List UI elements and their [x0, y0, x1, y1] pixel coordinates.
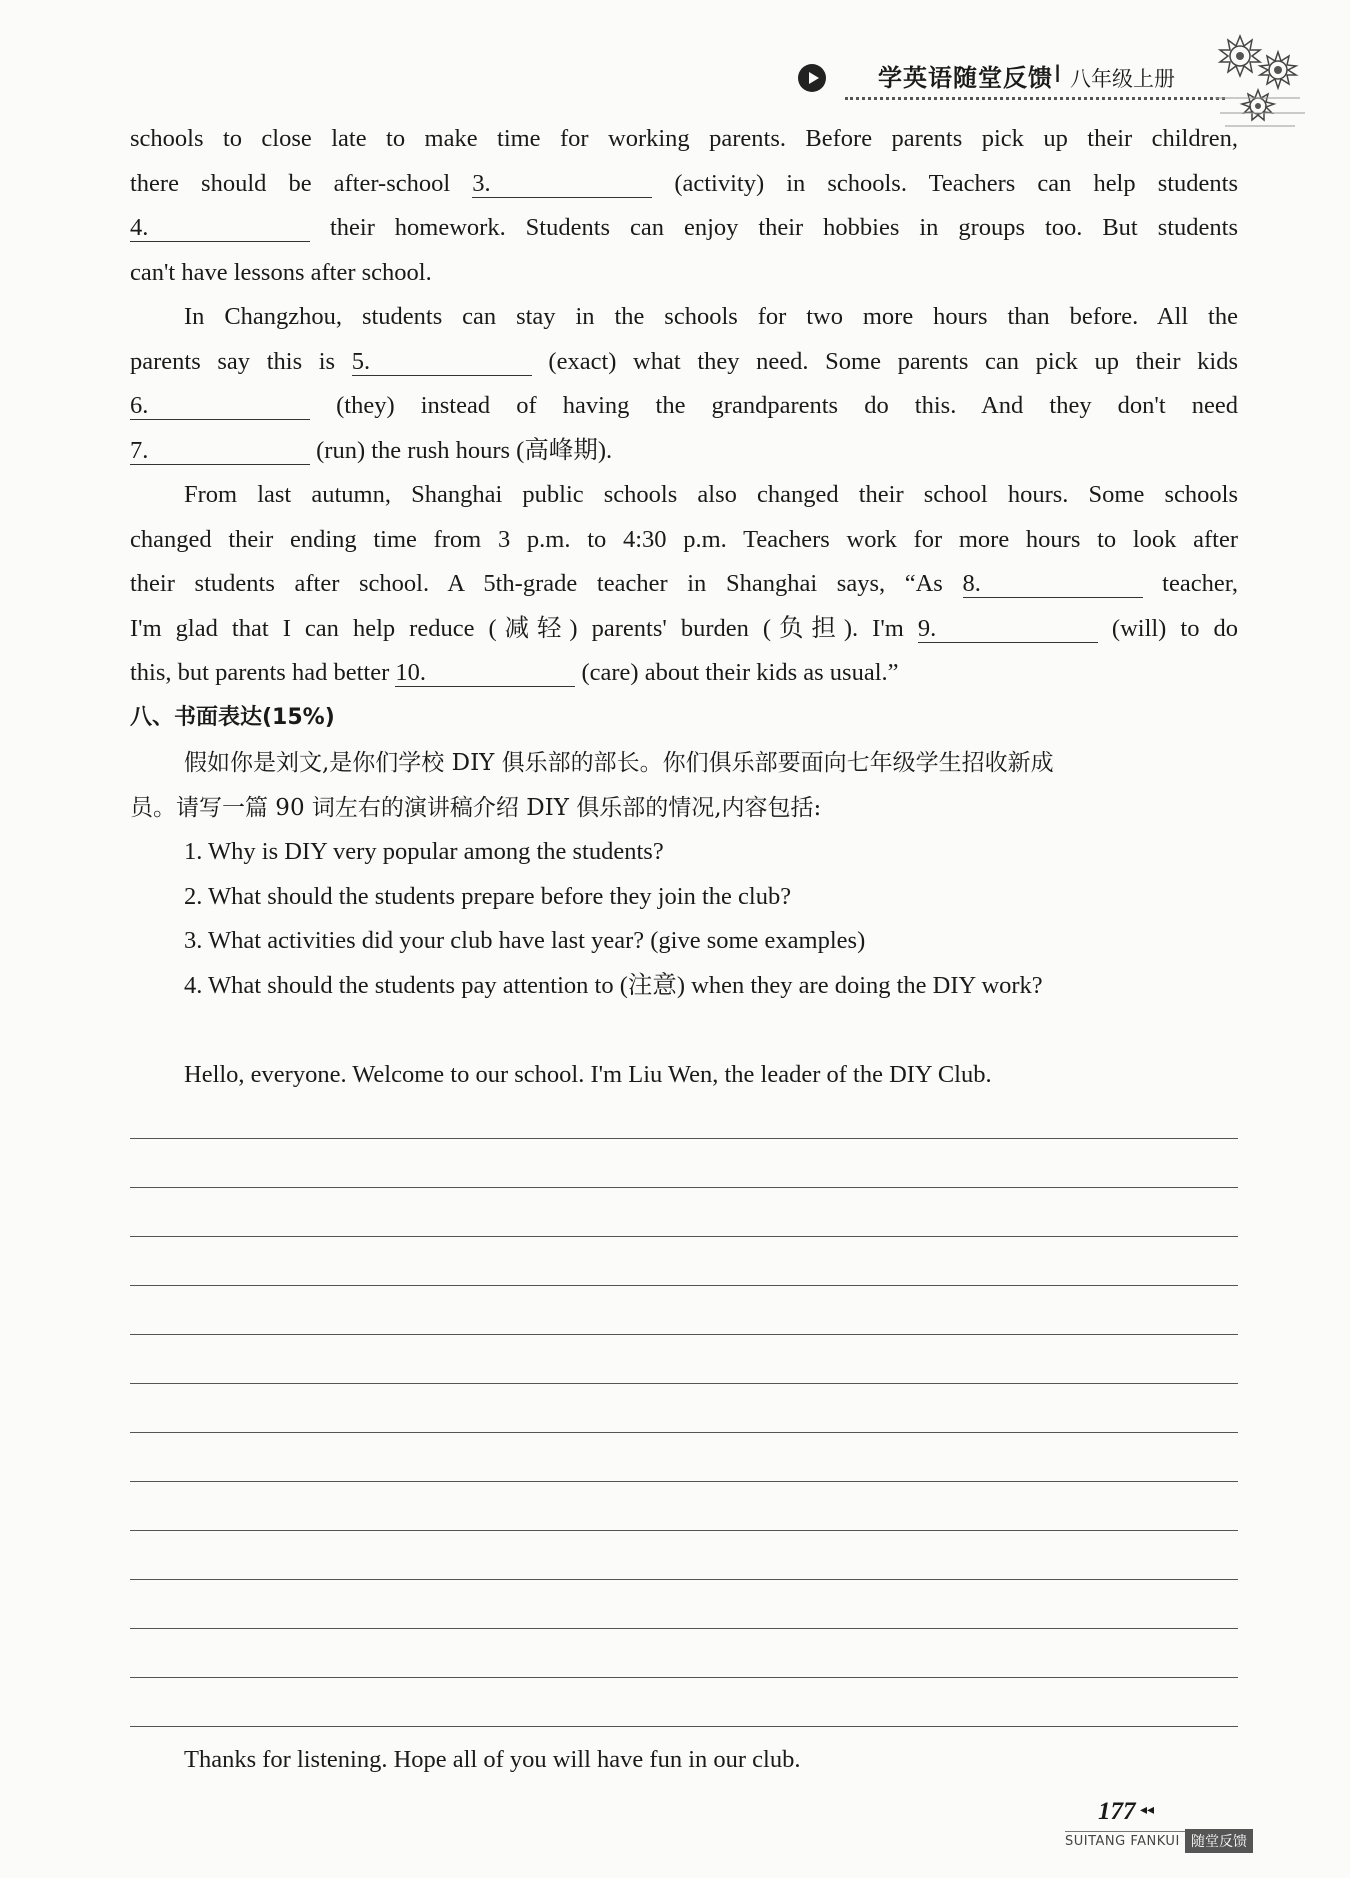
blank-10[interactable]: 10.	[395, 658, 575, 687]
passage-line: changed their ending time from 3 p.m. to 4:30 p.m. Teachers work for more hours to look after	[130, 526, 1238, 553]
passage-text: (activity) in schools. Teachers can help students	[674, 170, 1238, 197]
passage-text: (exact) what they need. Some parents can pick up their kids	[548, 348, 1238, 375]
footer-brand-badge: 随堂反馈	[1185, 1829, 1253, 1853]
passage-line: schools to close late to make time for working parents. Before parents pick up their children,	[130, 125, 1238, 152]
blank-5[interactable]: 5.	[352, 347, 532, 376]
footer-brand-pinyin: SUITANG FANKUI	[1065, 1834, 1180, 1849]
writing-line[interactable]	[130, 1628, 1238, 1629]
blank-4[interactable]: 4.	[130, 213, 310, 242]
prompt-line: 假如你是刘文,是你们学校 DIY 俱乐部的部长。你们俱乐部要面向七年级学生招收新成	[184, 750, 1054, 776]
footer-divider	[1065, 1831, 1185, 1832]
play-circle-icon	[798, 64, 826, 92]
passage-line	[130, 169, 1238, 199]
passage-text: there should be after-school	[130, 170, 451, 197]
blank-9[interactable]: 9.	[918, 614, 1098, 643]
passage-text: (run) the rush hours (高峰期).	[316, 437, 613, 464]
passage-text: this, but parents had better	[130, 659, 390, 686]
prompt-line: 员。请写一篇 90 词左右的演讲稿介绍 DIY 俱乐部的情况,内容包括:	[130, 795, 822, 821]
writing-line[interactable]	[130, 1383, 1238, 1384]
passage-line	[130, 569, 1238, 599]
blank-7[interactable]: 7.	[130, 436, 310, 465]
page-number: 177	[1098, 1798, 1136, 1825]
prompt-point: 4. What should the students pay attention to (注意) when they are doing the DIY work?	[184, 972, 1043, 999]
title-separator: I	[1054, 60, 1062, 88]
passage-line	[130, 436, 1238, 466]
passage-line	[130, 658, 1238, 688]
passage-line: can't have lessons after school.	[130, 259, 432, 286]
passage-text: I'm glad that I can help reduce (减轻) parents' burden (负担). I'm	[130, 615, 904, 642]
passage-text: parents say this is	[130, 348, 336, 375]
writing-line[interactable]	[130, 1677, 1238, 1678]
prompt-point: 3. What activities did your club have last year? (give some examples)	[184, 927, 866, 954]
grade-label: 八年级上册	[1070, 67, 1175, 91]
blank-3[interactable]: 3.	[472, 169, 652, 198]
passage-text: their students after school. A 5th-grade teacher in Shanghai says, “As	[130, 570, 943, 597]
passage-line: In Changzhou, students can stay in the schools for two more hours than before. All the	[184, 303, 1238, 330]
passage-line	[130, 213, 1238, 243]
passage-text: (care) about their kids as usual.”	[581, 659, 899, 686]
section-title: 八、书面表达(15%)	[130, 705, 335, 730]
prompt-point: 2. What should the students prepare before they join the club?	[184, 883, 792, 910]
writing-line[interactable]	[130, 1530, 1238, 1531]
double-arrow-icon: ◂◂	[1140, 1802, 1155, 1818]
writing-line[interactable]	[130, 1138, 1238, 1139]
sunflower-icon	[1200, 18, 1310, 133]
blank-8[interactable]: 8.	[963, 569, 1143, 598]
essay-closing: Thanks for listening. Hope all of you will have fun in our club.	[184, 1746, 801, 1773]
essay-opening: Hello, everyone. Welcome to our school. I'm Liu Wen, the leader of the DIY Club.	[184, 1061, 992, 1088]
writing-line[interactable]	[130, 1579, 1238, 1580]
passage-text: their homework. Students can enjoy their hobbies in groups too. But students	[329, 214, 1238, 241]
writing-line[interactable]	[130, 1432, 1238, 1433]
writing-line[interactable]	[130, 1187, 1238, 1188]
passage-text: (will) to do	[1111, 615, 1238, 642]
passage-line	[130, 347, 1238, 377]
passage-line	[130, 614, 1238, 644]
writing-line[interactable]	[130, 1726, 1238, 1727]
writing-line[interactable]	[130, 1481, 1238, 1482]
prompt-point: 1. Why is DIY very popular among the students?	[184, 838, 664, 865]
passage-text: (they) instead of having the grandparents do this. And they don't need	[336, 392, 1238, 419]
passage-line: From last autumn, Shanghai public schools also changed their school hours. Some schools	[184, 481, 1238, 508]
book-title: 学英语随堂反馈	[878, 64, 1053, 92]
writing-line[interactable]	[130, 1334, 1238, 1335]
writing-line[interactable]	[130, 1285, 1238, 1286]
passage-line	[130, 391, 1238, 421]
writing-line[interactable]	[130, 1236, 1238, 1237]
passage-text: teacher,	[1162, 570, 1238, 597]
header-divider	[845, 97, 1225, 100]
blank-6[interactable]: 6.	[130, 391, 310, 420]
